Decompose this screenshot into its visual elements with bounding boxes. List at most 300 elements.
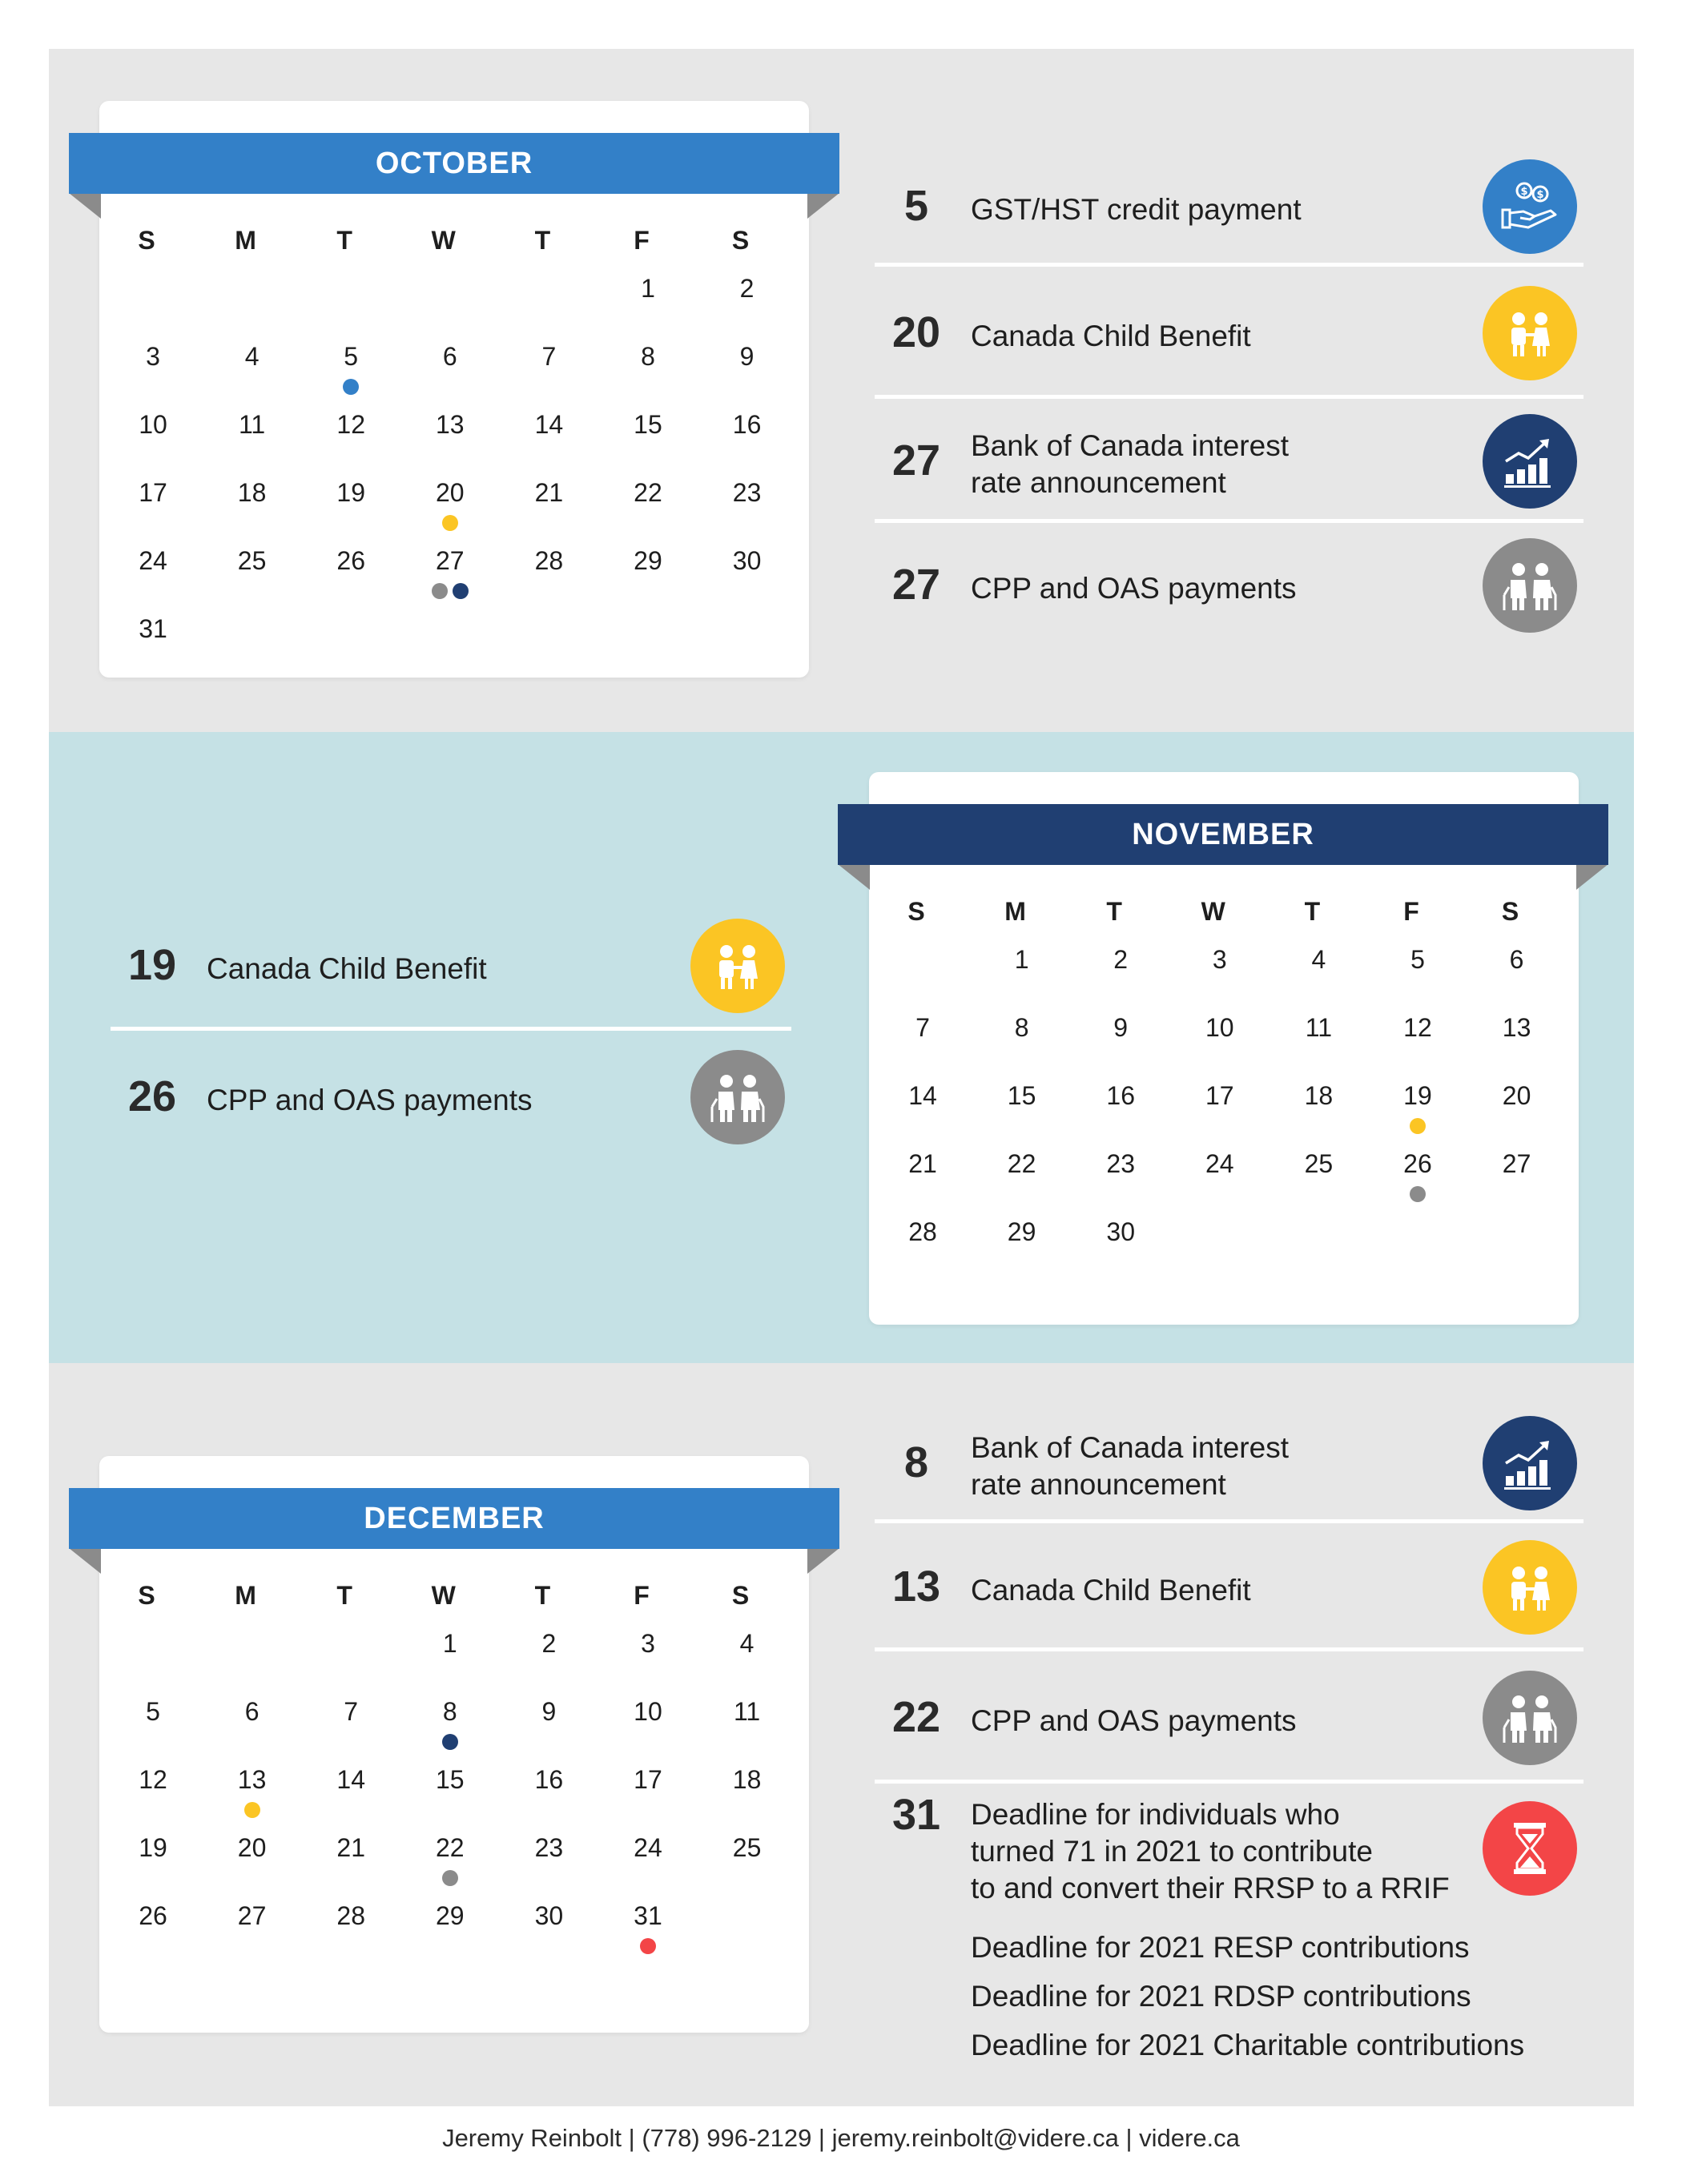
calendar-day (1197, 1013, 1297, 1081)
day-number: 7 (541, 342, 557, 371)
day-number: 24 (1205, 1149, 1234, 1178)
calendar-day (1000, 1217, 1099, 1285)
event-dot-yellow (244, 1802, 260, 1818)
day-number: 1 (442, 1629, 457, 1658)
calendar-day (1000, 945, 1099, 1013)
event-dot-gray (1410, 1186, 1426, 1202)
day-number: 6 (244, 1697, 260, 1726)
day-number: 18 (732, 1765, 762, 1794)
event-description-line: rate announcement (971, 1468, 1226, 1501)
calendar-day (328, 1765, 428, 1833)
event-description-line: CPP and OAS payments (971, 1703, 1297, 1737)
calendar-empty-cell (131, 1629, 230, 1697)
event-description (971, 428, 1289, 501)
day-number: 8 (1014, 1013, 1029, 1042)
calendar-day (131, 614, 230, 682)
day-number: 10 (634, 1697, 662, 1726)
day-number: 20 (1502, 1081, 1531, 1110)
calendar-day (230, 1901, 329, 1969)
november-title-ribbon (838, 804, 1608, 865)
event-markers (626, 1938, 670, 1954)
day-number: 4 (244, 342, 260, 371)
event-row (111, 1031, 791, 1163)
day-number: 2 (1113, 945, 1129, 974)
calendar-day (1296, 1149, 1395, 1217)
weekday-label: T (1106, 897, 1122, 926)
month-title: NOVEMBER (1132, 817, 1314, 851)
weekday-label: F (1403, 897, 1419, 926)
october-title-ribbon (69, 133, 839, 194)
weekday-header (626, 1581, 725, 1629)
calendar-day (626, 1629, 725, 1697)
calendar-day (131, 1765, 230, 1833)
ribbon-fold-left (69, 1548, 101, 1574)
calendar-day (1098, 945, 1197, 1013)
calendar-day (725, 1765, 824, 1833)
day-number: 16 (732, 410, 762, 439)
day-number: 28 (336, 1901, 365, 1930)
day-number: 14 (908, 1081, 937, 1110)
weekday-header (230, 226, 329, 274)
weekday-label: S (907, 897, 925, 926)
event-day: 26 (127, 1072, 177, 1120)
event-description (971, 318, 1251, 355)
event-day: 19 (127, 941, 177, 989)
calendar-day (526, 1765, 626, 1833)
calendar-day (328, 1697, 428, 1765)
weekday-label: S (138, 226, 155, 255)
day-number: 11 (238, 410, 266, 439)
day-number: 19 (336, 478, 365, 507)
day-number: 17 (1205, 1081, 1234, 1110)
calendar-day (526, 1697, 626, 1765)
calendar-day (1000, 1013, 1099, 1081)
calendar-day (1000, 1149, 1099, 1217)
weekday-header (230, 1581, 329, 1629)
day-number: 30 (534, 1901, 564, 1930)
calendar-day (526, 1901, 626, 1969)
day-number: 29 (1007, 1217, 1036, 1246)
day-number: 22 (1007, 1149, 1036, 1178)
calendar-day (1495, 1013, 1594, 1081)
day-number: 9 (1113, 1013, 1129, 1042)
event-row (875, 399, 1583, 523)
day-number: 5 (344, 342, 359, 371)
svg-text:$: $ (1536, 189, 1544, 201)
weekday-label: S (731, 1581, 750, 1610)
weekday-label: M (235, 1581, 256, 1610)
weekday-label: F (634, 226, 650, 255)
event-description (207, 951, 487, 987)
calendar-day (230, 1765, 329, 1833)
calendar-empty-cell (428, 274, 527, 342)
calendar-day (1197, 1081, 1297, 1149)
calendar-day (131, 478, 230, 546)
ribbon-fold-left (69, 193, 101, 219)
calendar-day (526, 410, 626, 478)
children-icon (690, 919, 785, 1013)
event-markers (428, 583, 473, 599)
october-events-list (875, 147, 1583, 647)
calendar-empty-cell (526, 274, 626, 342)
calendar-day (1098, 1149, 1197, 1217)
day-number: 28 (534, 546, 564, 575)
calendar-day (626, 274, 725, 342)
weekday-header (526, 1581, 626, 1629)
event-dot-red (640, 1938, 656, 1954)
weekday-header (1098, 897, 1197, 945)
calendar-day (1000, 1081, 1099, 1149)
day-number: 22 (435, 1833, 465, 1862)
day-number: 15 (435, 1765, 465, 1794)
day-number: 30 (732, 546, 762, 575)
day-number: 25 (1304, 1149, 1334, 1178)
december-title-ribbon (69, 1488, 839, 1549)
event-description-line: Bank of Canada interest (971, 428, 1289, 462)
day-number: 13 (435, 410, 465, 439)
weekday-header (725, 1581, 824, 1629)
weekday-label: M (1004, 897, 1026, 926)
money-hand-icon (1483, 159, 1577, 254)
calendar-day (526, 478, 626, 546)
day-number: 6 (442, 342, 457, 371)
day-number: 11 (733, 1697, 761, 1726)
event-row (875, 1523, 1583, 1651)
weekday-label: W (1201, 897, 1225, 926)
event-row (111, 901, 791, 1031)
october-calendar-grid (131, 226, 823, 682)
day-number: 14 (336, 1765, 365, 1794)
day-number: 23 (534, 1833, 564, 1862)
calendar-day (230, 410, 329, 478)
svg-text:$: $ (1520, 186, 1528, 198)
day-number: 31 (634, 1901, 662, 1930)
day-number: 15 (634, 410, 662, 439)
event-description-line: Canada Child Benefit (207, 952, 487, 985)
event-description (971, 1572, 1251, 1609)
calendar-day (626, 546, 725, 614)
day-number: 2 (541, 1629, 557, 1658)
calendar-empty-cell (328, 274, 428, 342)
calendar-day (131, 546, 230, 614)
day-number: 16 (1106, 1081, 1135, 1110)
event-row (875, 1651, 1583, 1784)
calendar-day (230, 1697, 329, 1765)
day-number: 30 (1106, 1217, 1135, 1246)
calendar-day (428, 1901, 527, 1969)
calendar-day (230, 1833, 329, 1901)
calendar-day (900, 1217, 1000, 1285)
calendar-empty-cell (230, 1629, 329, 1697)
day-number: 26 (1403, 1149, 1432, 1178)
december-calendar-grid (131, 1581, 823, 1969)
calendar-day (1495, 945, 1594, 1013)
deadline-line: Deadline for 2021 RDSP contributions (971, 1980, 1471, 2013)
day-number: 26 (336, 546, 365, 575)
day-number: 6 (1509, 945, 1524, 974)
day-number: 3 (146, 342, 160, 371)
seniors-icon (1483, 538, 1577, 633)
weekday-label: S (731, 226, 750, 255)
calendar-day (1098, 1013, 1197, 1081)
calendar-day (725, 1697, 824, 1765)
calendar-day (131, 1833, 230, 1901)
event-description-line: to and convert their RRSP to a RRIF (971, 1872, 1450, 1904)
event-markers (428, 1734, 473, 1750)
event-description-line: turned 71 in 2021 to contribute (971, 1835, 1373, 1868)
calendar-day (1395, 1013, 1495, 1081)
calendar-day (328, 342, 428, 410)
day-number: 7 (344, 1697, 359, 1726)
weekday-header (1197, 897, 1297, 945)
day-number: 27 (435, 546, 465, 575)
day-number: 21 (534, 478, 564, 507)
day-number: 1 (641, 274, 655, 303)
calendar-day (428, 410, 527, 478)
rising-chart-icon (1483, 414, 1577, 509)
day-number: 10 (1205, 1013, 1234, 1042)
day-number: 5 (146, 1697, 160, 1726)
calendar-day (428, 1697, 527, 1765)
event-dot-navy (442, 1734, 458, 1750)
day-number: 3 (1212, 945, 1227, 974)
day-number: 13 (1502, 1013, 1531, 1042)
calendar-day (230, 342, 329, 410)
day-number: 19 (139, 1833, 167, 1862)
calendar-day (900, 1149, 1000, 1217)
calendar-day (1296, 945, 1395, 1013)
day-number: 8 (442, 1697, 457, 1726)
month-title: DECEMBER (364, 1501, 545, 1535)
calendar-day (725, 274, 824, 342)
calendar-day (1495, 1081, 1594, 1149)
day-number: 22 (634, 478, 662, 507)
calendar-day (626, 1901, 725, 1969)
calendar-day (1296, 1013, 1395, 1081)
calendar-day (428, 546, 527, 614)
rising-chart-icon (1483, 1416, 1577, 1510)
day-number: 19 (1403, 1081, 1432, 1110)
children-icon (1483, 286, 1577, 380)
weekday-header (1000, 897, 1099, 945)
day-number: 14 (534, 410, 564, 439)
calendar-day (725, 1833, 824, 1901)
calendar-day (1197, 945, 1297, 1013)
calendar-day (428, 1629, 527, 1697)
hourglass-icon (1483, 1801, 1577, 1896)
day-number: 11 (1305, 1013, 1332, 1042)
children-icon (1483, 1540, 1577, 1635)
november-calendar-grid (900, 897, 1593, 1285)
seniors-icon (1483, 1671, 1577, 1765)
day-number: 9 (739, 342, 754, 371)
event-description (971, 570, 1297, 607)
event-dot-blue (343, 379, 359, 395)
calendar-day (526, 342, 626, 410)
calendar-empty-cell (900, 945, 1000, 1013)
seniors-icon (690, 1050, 785, 1144)
calendar-day (1098, 1217, 1197, 1285)
calendar-day (526, 1629, 626, 1697)
calendar-day (428, 478, 527, 546)
day-number: 15 (1007, 1081, 1036, 1110)
calendar-day (526, 1833, 626, 1901)
event-description (971, 1430, 1289, 1503)
calendar-day (131, 342, 230, 410)
event-dot-yellow (1410, 1118, 1426, 1134)
event-description-line: CPP and OAS payments (207, 1083, 533, 1116)
event-description (971, 191, 1302, 228)
calendar-day (1495, 1149, 1594, 1217)
day-number: 7 (915, 1013, 930, 1042)
calendar-empty-cell (230, 274, 329, 342)
day-number: 29 (634, 546, 662, 575)
weekday-label: T (1304, 897, 1321, 926)
day-number: 12 (139, 1765, 167, 1794)
calendar-day (1395, 945, 1495, 1013)
day-number: 23 (732, 478, 762, 507)
event-dot-gray (432, 583, 448, 599)
november-events-list (111, 901, 791, 1163)
day-number: 16 (534, 1765, 564, 1794)
day-number: 24 (634, 1833, 662, 1862)
event-day: 5 (903, 182, 929, 230)
weekday-header (328, 1581, 428, 1629)
day-number: 20 (435, 478, 465, 507)
weekday-label: W (431, 1581, 456, 1610)
day-number: 20 (237, 1833, 267, 1862)
event-description (971, 1796, 1450, 1907)
ribbon-fold-right (1576, 864, 1608, 890)
weekday-label: F (634, 1581, 650, 1610)
day-number: 9 (541, 1697, 557, 1726)
calendar-day (1197, 1149, 1297, 1217)
calendar-day (725, 1629, 824, 1697)
calendar-day (428, 1833, 527, 1901)
calendar-day (526, 546, 626, 614)
ribbon-fold-left (838, 864, 870, 890)
day-number: 3 (641, 1629, 655, 1658)
weekday-header (725, 226, 824, 274)
calendar-day (900, 1081, 1000, 1149)
calendar-day (900, 1013, 1000, 1081)
ribbon-fold-right (807, 193, 839, 219)
event-day: 27 (891, 436, 941, 485)
day-number: 29 (435, 1901, 465, 1930)
day-number: 8 (641, 342, 655, 371)
calendar-day (230, 478, 329, 546)
calendar-day (328, 1833, 428, 1901)
day-number: 1 (1014, 945, 1029, 974)
event-row (875, 267, 1583, 399)
weekday-header (131, 1581, 230, 1629)
weekday-label: S (1501, 897, 1519, 926)
day-number: 5 (1410, 945, 1425, 974)
event-day: 20 (891, 308, 941, 356)
event-description (971, 1703, 1297, 1740)
event-row (875, 1403, 1583, 1523)
weekday-label: S (138, 1581, 155, 1610)
event-day: 27 (891, 560, 941, 609)
event-day: 13 (891, 1563, 941, 1611)
calendar-day (230, 546, 329, 614)
calendar-day (626, 1765, 725, 1833)
day-number: 24 (139, 546, 167, 575)
day-number: 21 (908, 1149, 937, 1178)
event-markers (328, 379, 373, 395)
event-description-line: Canada Child Benefit (971, 1574, 1251, 1607)
day-number: 21 (336, 1833, 365, 1862)
event-row (875, 147, 1583, 267)
calendar-day (1395, 1081, 1495, 1149)
event-description-line: Canada Child Benefit (971, 319, 1251, 352)
calendar-day (328, 1901, 428, 1969)
day-number: 25 (732, 1833, 762, 1862)
event-markers (230, 1802, 275, 1818)
event-row (875, 523, 1583, 647)
calendar-day (328, 478, 428, 546)
weekday-label: T (534, 1581, 551, 1610)
day-number: 12 (1403, 1013, 1432, 1042)
weekday-header (626, 226, 725, 274)
calendar-day (131, 1901, 230, 1969)
weekday-label: T (336, 226, 352, 255)
day-number: 18 (237, 478, 267, 507)
event-dot-gray (442, 1870, 458, 1886)
weekday-header (1395, 897, 1495, 945)
weekday-header (1495, 897, 1594, 945)
day-number: 26 (139, 1901, 167, 1930)
calendar-day (725, 478, 824, 546)
calendar-day (428, 342, 527, 410)
event-markers (428, 515, 473, 531)
event-description-line: Bank of Canada interest (971, 1431, 1289, 1464)
day-number: 13 (237, 1765, 267, 1794)
weekday-header (131, 226, 230, 274)
calendar-day (725, 410, 824, 478)
event-description-line: Deadline for individuals who (971, 1798, 1340, 1831)
calendar-day (328, 546, 428, 614)
deadline-line: Deadline for 2021 RESP contributions (971, 1931, 1470, 1964)
month-title: OCTOBER (375, 146, 533, 180)
day-number: 25 (237, 546, 267, 575)
event-day: 22 (891, 1692, 941, 1741)
day-number: 27 (237, 1901, 267, 1930)
day-number: 23 (1106, 1149, 1135, 1178)
event-markers (428, 1870, 473, 1886)
contact-footer: Jeremy Reinbolt | (778) 996-2129 | jeremy.reinbolt@videre.ca | videre.ca (442, 2124, 1240, 2152)
ribbon-fold-right (807, 1548, 839, 1574)
calendar-day (626, 1833, 725, 1901)
calendar-day (626, 342, 725, 410)
calendar-day (626, 1697, 725, 1765)
event-description-line: rate announcement (971, 465, 1226, 499)
event-description-line: GST/HST credit payment (971, 193, 1302, 226)
day-number: 17 (634, 1765, 662, 1794)
calendar-day (725, 546, 824, 614)
day-number: 17 (139, 478, 167, 507)
event-description-line: CPP and OAS payments (971, 571, 1297, 605)
day-number: 18 (1304, 1081, 1334, 1110)
weekday-header (328, 226, 428, 274)
weekday-label: T (336, 1581, 352, 1610)
event-day: 8 (903, 1438, 929, 1486)
weekday-label: W (431, 226, 456, 255)
calendar-day (1395, 1149, 1495, 1217)
weekday-header (428, 1581, 527, 1629)
deadline-line: Deadline for 2021 Charitable contributions (971, 2029, 1525, 2061)
calendar-empty-cell (328, 1629, 428, 1697)
